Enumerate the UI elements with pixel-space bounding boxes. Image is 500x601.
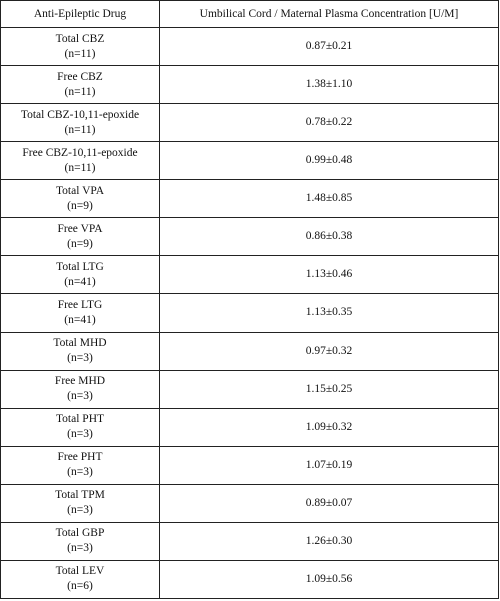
drug-cell [1,142,160,180]
sample-size: (n=3) [67,542,93,555]
drug-cell [1,484,160,522]
table-row [1,408,499,446]
concentration-value: 1.13±0.35 [160,294,499,332]
table-row [1,104,499,142]
drug-name: Free PHT [57,451,103,464]
table-row [1,28,499,66]
header-drug: Anti-Epileptic Drug [1,1,160,28]
concentration-value: 1.15±0.25 [160,370,499,408]
table-row [1,180,499,218]
sample-size: (n=9) [67,237,93,250]
concentration-value: 1.07±0.19 [160,446,499,484]
concentration-value: 0.78±0.22 [160,104,499,142]
drug-name: Free LTG [57,298,103,311]
drug-name: Total CBZ-10,11-epoxide [20,108,140,121]
table-row [1,294,499,332]
drug-cell [1,370,160,408]
drug-cell [1,218,160,256]
table-row [1,370,499,408]
table-body [1,28,499,599]
drug-name: Free MHD [54,375,106,388]
table-row [1,332,499,370]
sample-size: (n=3) [67,428,93,441]
drug-cell [1,332,160,370]
concentration-value: 1.48±0.85 [160,180,499,218]
table-header-row [1,1,499,28]
drug-name: Total PHT [55,413,105,426]
table-row [1,142,499,180]
sample-size: (n=11) [64,47,96,60]
concentration-value: 1.26±0.30 [160,522,499,560]
concentration-value: 1.13±0.46 [160,256,499,294]
drug-name: Total LTG [56,260,104,273]
concentration-value: 0.86±0.38 [160,218,499,256]
table-row [1,446,499,484]
sample-size: (n=11) [64,161,96,174]
drug-cell [1,256,160,294]
drug-cell [1,446,160,484]
table-row [1,256,499,294]
sample-size: (n=3) [67,504,93,517]
drug-cell [1,66,160,104]
header-concentration: Umbilical Cord / Maternal Plasma Concentration [U/M] [160,1,499,28]
sample-size: (n=11) [64,85,96,98]
table-row [1,522,499,560]
drug-name: Total CBZ [55,32,105,45]
drug-name: Total MHD [53,337,107,350]
concentration-value: 0.99±0.48 [160,142,499,180]
drug-cell [1,522,160,560]
drug-name: Free VPA [57,222,103,235]
drug-cell [1,104,160,142]
concentration-value: 0.87±0.21 [160,28,499,66]
drug-name: Total GBP [55,527,105,540]
drug-name: Free CBZ-10,11-epoxide [22,146,138,159]
drug-cell [1,408,160,446]
table-row [1,66,499,104]
sample-size: (n=41) [64,275,96,288]
concentration-value: 0.97±0.32 [160,332,499,370]
sample-size: (n=11) [64,123,96,136]
drug-name: Total TPM [55,489,105,502]
drug-cell [1,294,160,332]
concentration-value: 1.38±1.10 [160,66,499,104]
concentration-value: 0.89±0.07 [160,484,499,522]
drug-name: Total VPA [55,184,105,197]
sample-size: (n=6) [67,580,93,593]
table-row [1,484,499,522]
sample-size: (n=3) [67,390,93,403]
sample-size: (n=3) [67,466,93,479]
concentration-value: 1.09±0.32 [160,408,499,446]
drug-cell [1,180,160,218]
drug-cell [1,560,160,598]
concentration-value: 1.09±0.56 [160,560,499,598]
drug-name: Free CBZ [57,70,103,83]
table-row [1,560,499,598]
sample-size: (n=3) [67,352,93,365]
sample-size: (n=41) [64,313,96,326]
sample-size: (n=9) [67,199,93,212]
drug-name: Total LEV [55,565,105,578]
table-row [1,218,499,256]
drug-cell [1,28,160,66]
